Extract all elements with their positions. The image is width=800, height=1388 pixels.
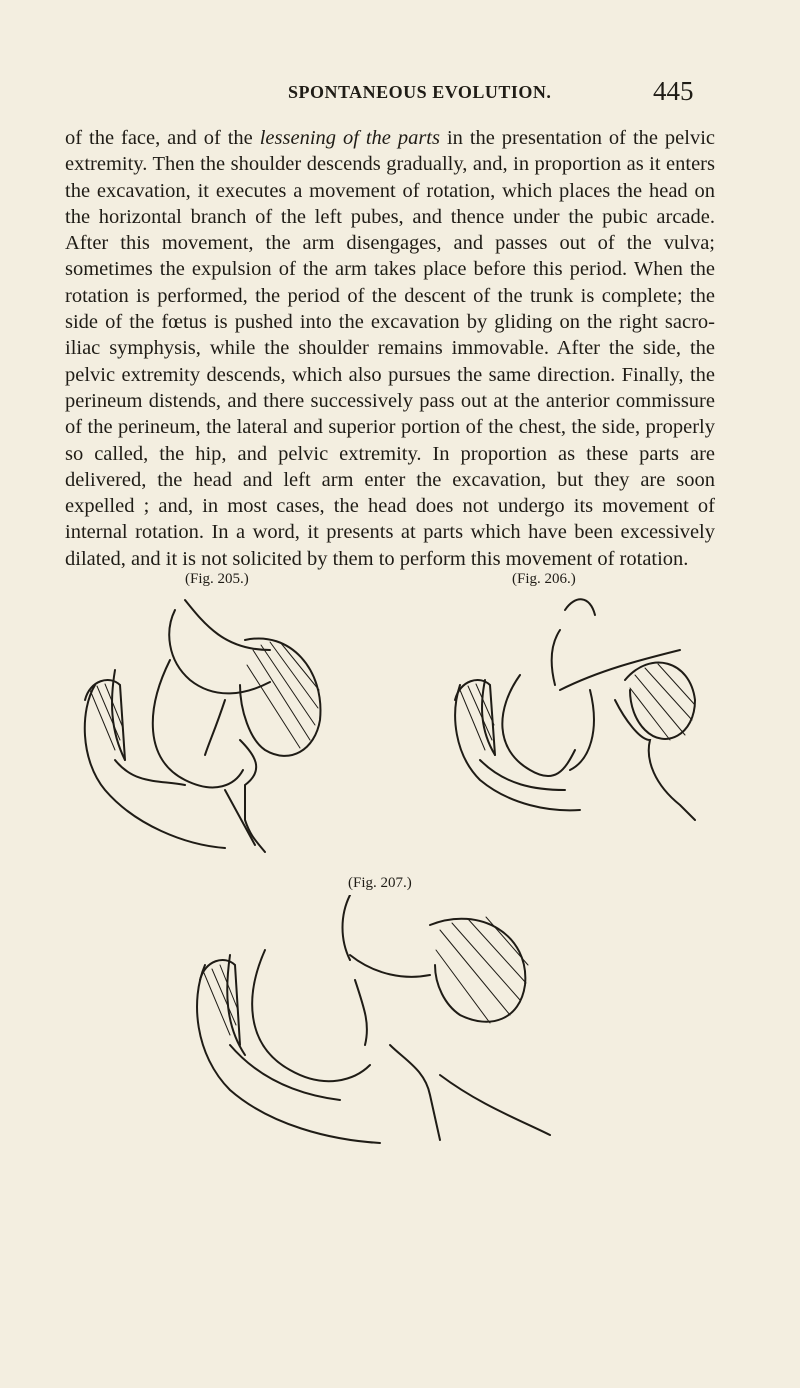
italic-phrase: lessening of the parts — [259, 127, 440, 149]
page-number: 445 — [653, 76, 694, 106]
figure-caption: (Fig. 205.) — [185, 571, 249, 587]
figure-205 — [75, 590, 355, 855]
figure-206 — [450, 590, 710, 855]
body-paragraph — [65, 125, 715, 572]
figure-caption: (Fig. 206.) — [512, 571, 576, 587]
text-run: of the face, and of the — [65, 127, 260, 149]
pelvis-fetus-illustration-icon — [190, 895, 630, 1150]
text-run: in the presentation of the pelvic extremity. Then the shoulder descends gradually, and, in proportion as it enters the excavation, it executes a movement of rotation, which places the head on the horizontal branch of the left pubes, and thence under the pubic arcade. After this movement, the arm disengages, and passes out of the vulva; sometimes the expulsion of the arm takes place before this period. When the rotation is performed, the period of the descent of the trunk is complete; the side of the fœtus is pushed into the excavation by gliding on the right sacro-iliac symphysis, while the shoulder remains immovable. After the side, the pelvic extremity descends, which also pursues the same direction. Finally, the perineum distends, and there successively pass out at the anterior commissure of the perineum, the lateral and superior portion of the chest, the side, properly so called, the hip, and pelvic extremity. In proportion as these parts are delivered, the head and left arm enter the excavation, but they are soon expelled ; and, in most cases, the head does not undergo its movement of internal rotation. In a word, it presents at parts which have been excessively dilated, and it is not solicited by them to perform this movement of rotation. — [65, 127, 716, 570]
page-header — [0, 78, 800, 108]
pelvis-fetus-illustration-icon — [450, 590, 710, 855]
paragraph — [65, 125, 715, 572]
figure-207 — [190, 895, 630, 1150]
figure-caption: (Fig. 207.) — [348, 875, 412, 891]
running-head: SPONTANEOUS EVOLUTION. — [288, 82, 552, 102]
pelvis-fetus-illustration-icon — [75, 590, 355, 855]
